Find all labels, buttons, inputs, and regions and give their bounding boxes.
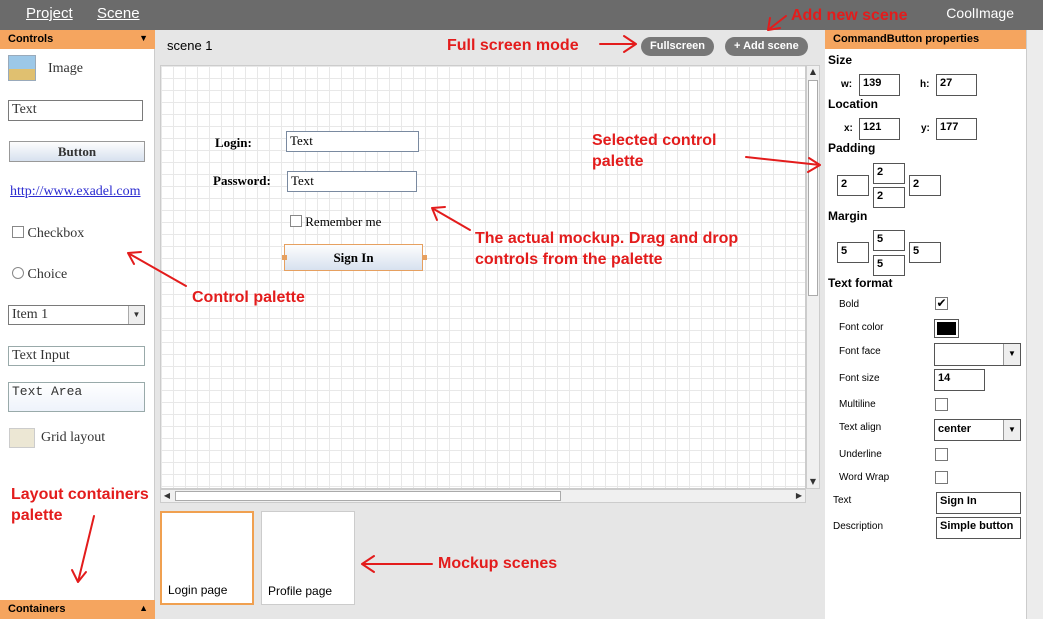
height-input[interactable]: 27 [936,74,977,96]
collapse-icon: ▼ [139,33,148,43]
chevron-down-icon: ▼ [1003,344,1020,365]
font-color-swatch [937,322,956,335]
resize-handle-right[interactable] [422,255,427,260]
underline-checkbox[interactable] [935,448,948,461]
x-input[interactable]: 121 [859,118,900,140]
font-color-label: Font color [839,322,884,333]
annotation-control-palette: Control palette [192,289,305,306]
properties-header: CommandButton properties [825,30,1026,49]
y-input[interactable]: 177 [936,118,977,140]
scene-thumbnail-login[interactable] [160,511,254,605]
location-section-label: Location [828,97,878,111]
palette-choice[interactable] [12,267,67,283]
description-input[interactable]: Simple button [936,517,1021,539]
palette-text[interactable]: Text [8,100,143,121]
radio-icon [12,267,24,279]
text-align-value: center [938,423,972,435]
controls-header[interactable] [0,30,155,49]
chevron-down-icon: ▼ [1003,420,1020,440]
mockup-password-label[interactable]: Password: [213,173,271,188]
scene-thumbnail-label: Login page [168,583,228,597]
palette-select-value: Item 1 [12,307,49,322]
bold-label: Bold [839,299,860,310]
mockup-signin-button[interactable]: Sign In [284,244,423,271]
menu-scene[interactable]: Scene [97,5,140,22]
mockup-remember-label: Remember me [305,214,382,229]
palette-grid-layout-label[interactable]: Grid layout [41,430,106,445]
multiline-label: Multiline [839,399,876,410]
mockup-login-field[interactable]: Text [286,131,419,152]
palette-image-label[interactable]: Image [48,61,83,76]
annotation-mockup-scenes: Mockup scenes [438,555,558,572]
word-wrap-checkbox[interactable] [935,471,948,484]
palette-checkbox-label: Checkbox [27,226,85,241]
padding-bottom-input[interactable]: 2 [873,187,905,208]
expand-icon: ▲ [139,603,148,613]
containers-header-label: Containers [8,603,66,615]
annotation-actual-mockup: The actual mockup. Drag and drop controls from the palette [475,230,739,268]
size-section-label: Size [828,53,853,67]
mockup-remember-checkbox[interactable] [290,214,381,230]
text-prop-input[interactable]: Sign In [936,492,1021,514]
scene-thumbnail-label: Profile page [268,584,333,598]
x-label: x: [844,123,853,134]
font-color-picker[interactable] [934,319,959,338]
add-scene-button[interactable]: + Add scene [725,37,808,56]
app-brand: CoolImage [946,5,1014,21]
checkbox-icon [290,215,302,227]
text-align-label: Text align [839,422,882,433]
center-panel [155,30,825,619]
margin-right-input[interactable]: 5 [909,242,941,263]
underline-label: Underline [839,449,882,460]
fullscreen-button[interactable]: Fullscreen [641,37,714,56]
annotation-full-screen-mode: Full screen mode [447,37,579,54]
scroll-up-icon[interactable]: ▲ [809,67,817,76]
controls-header-label: Controls [8,33,54,45]
font-face-select[interactable] [934,343,1021,366]
scroll-down-icon[interactable]: ▼ [809,477,817,486]
scroll-left-icon[interactable]: ◀ [163,491,171,500]
bold-checkbox[interactable]: ✔ [936,296,947,310]
margin-bottom-input[interactable]: 5 [873,255,905,276]
palette-button[interactable]: Button [9,141,145,162]
palette-choice-label: Choice [27,267,68,282]
menu-project[interactable]: Project [26,5,73,22]
margin-top-input[interactable]: 5 [873,230,905,251]
image-icon[interactable] [8,55,36,81]
font-face-label: Font face [839,346,881,357]
y-label: y: [921,123,930,134]
vertical-scrollbar[interactable] [806,65,820,489]
height-label: h: [920,79,930,90]
width-label: w: [841,79,853,90]
text-prop-label: Text [833,495,852,506]
chevron-down-icon: ▼ [128,306,144,324]
padding-top-input[interactable]: 2 [873,163,905,184]
containers-header[interactable] [0,600,155,619]
text-format-section-label: Text format [828,276,893,290]
annotation-layout-containers: Layout containers palette [11,486,149,524]
description-label: Description [833,521,884,532]
multiline-checkbox[interactable] [935,398,948,411]
left-palette [0,30,155,619]
text-align-select[interactable] [934,419,1021,441]
mockup-login-label[interactable]: Login: [215,135,252,150]
padding-left-input[interactable]: 2 [837,175,869,196]
properties-panel [825,30,1026,619]
width-input[interactable]: 139 [859,74,900,96]
font-size-label: Font size [839,373,880,384]
palette-link[interactable]: http://www.exadel.com [10,184,141,199]
annotation-selected-palette: Selected control palette [592,132,717,170]
margin-section-label: Margin [828,209,868,223]
annotation-add-new-scene: Add new scene [791,7,908,24]
palette-checkbox[interactable] [12,226,84,242]
vertical-scroll-thumb[interactable] [808,80,818,296]
checkbox-icon [12,226,24,238]
padding-right-input[interactable]: 2 [909,175,941,196]
margin-left-input[interactable]: 5 [837,242,869,263]
horizontal-scroll-thumb[interactable] [175,491,561,501]
mockup-password-field[interactable]: Text [287,171,417,192]
scene-title: scene 1 [167,38,213,53]
mockup-canvas[interactable] [160,65,806,489]
palette-text-input[interactable]: Text Input [8,346,145,366]
horizontal-scrollbar[interactable] [160,489,806,503]
grid-layout-icon[interactable] [9,428,35,448]
font-size-input[interactable]: 14 [934,369,985,391]
word-wrap-label: Word Wrap [839,472,890,483]
palette-text-area[interactable]: Text Area [8,382,145,412]
properties-scrollbar[interactable] [1026,30,1043,619]
padding-section-label: Padding [828,141,876,155]
scene-thumbnail-profile[interactable] [261,511,355,605]
resize-handle-left[interactable] [282,255,287,260]
scroll-right-icon[interactable]: ▶ [795,491,803,500]
palette-select[interactable] [8,305,145,325]
